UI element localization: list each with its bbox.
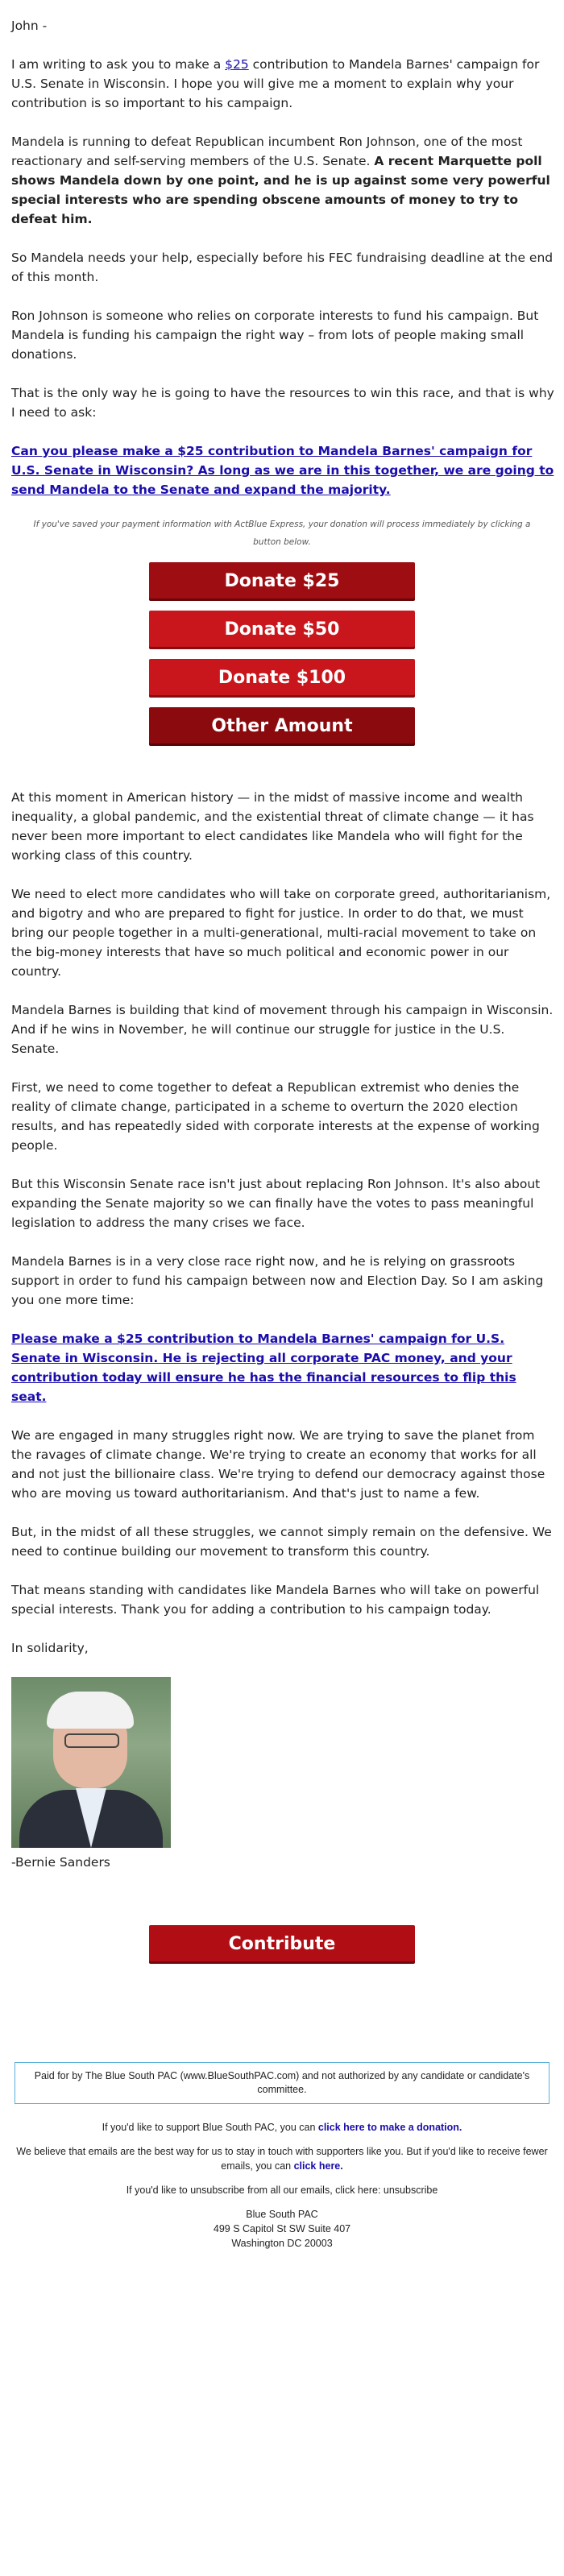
- donate-100-button[interactable]: Donate $100: [149, 659, 415, 698]
- closing: In solidarity,: [11, 1641, 89, 1655]
- fewer-emails-link[interactable]: click here.: [293, 2160, 343, 2172]
- close-race-paragraph: Mandela Barnes is in a very close race right now, and he is relying on grassroots support in order to fund his campaign between now and Election Day. So I am asking you one more time:: [11, 1254, 544, 1307]
- defeat-paragraph: First, we need to come together to defeat a Republican extremist who denies the reality of climate change, participated in a scheme to overturn the 2020 election results, and has repeatedly sided with corporate interests at the expense of working people.: [11, 1080, 540, 1153]
- donate-50-button[interactable]: Donate $50: [149, 611, 415, 649]
- intro-paragraph: I am writing to ask you to make a $25 contribution to Mandela Barnes' campaign for U.S. Senate in Wisconsin. I hope you will give me a moment to explain why your contribution is so important to his campaign.: [11, 57, 540, 110]
- struggles-paragraph: We are engaged in many struggles right now. We are trying to save the planet from the ravages of climate change. We're trying to create an economy that works for all and not just the billionaire class. We're trying to defend our democracy against those who are moving us toward authoritarianism. And that's just to name a few.: [11, 1428, 545, 1501]
- donate-25-button[interactable]: Donate $25: [149, 562, 415, 601]
- city: Washington DC 20003: [231, 2238, 333, 2249]
- other-amount-button[interactable]: Other Amount: [149, 707, 415, 746]
- majority-paragraph: But this Wisconsin Senate race isn't just about replacing Ron Johnson. It's also about expanding the Senate majority so we can finally have the votes to pass meaningful legislation to address the many crises we face.: [11, 1177, 541, 1230]
- ask-paragraph: That is the only way he is going to have the resources to win this race, and that is why I need to ask:: [11, 386, 554, 420]
- fewer-emails-line: We believe that emails are the best way for us to stay in touch with supporters like you. But if you'd like to receive fewer emails, you can click here.: [16, 2146, 548, 2172]
- street: 499 S Capitol St SW Suite 407: [213, 2223, 351, 2234]
- bernie-photo: [11, 1677, 171, 1848]
- contribute-section: [0, 1872, 564, 2033]
- letter: [0, 0, 564, 499]
- org-name: Blue South PAC: [246, 2209, 318, 2220]
- funding-paragraph: Ron Johnson is someone who relies on corporate interests to fund his campaign. But Mandela is funding his campaign the right way – from lots of people making small donations.: [11, 309, 539, 362]
- support-line: If you'd like to support Blue South PAC, you can click here to make a donation.: [102, 2122, 462, 2133]
- defensive-paragraph: But, in the midst of all these struggles, we cannot simply remain on the defensive. We need to continue building our movement to transform this country.: [11, 1525, 552, 1559]
- signature: -Bernie Sanders: [11, 1855, 110, 1870]
- movement-paragraph: We need to elect more candidates who will take on corporate greed, authoritarianism, and bigotry and who are prepared to fight for justice. In order to do that, we must bring our people together in a multi-generational, multi-racial movement to take on the big-money interests that have so much political and economic power in our country.: [11, 887, 551, 979]
- wisconsin-paragraph: Mandela Barnes is building that kind of movement through his campaign in Wisconsin. And if he wins in November, he will continue our struggle for justice in the U.S. Senate.: [11, 1003, 554, 1056]
- poll-highlight: A recent Marquette poll shows Mandela down by one point, and he is up against some very powerful special interests who are spending obscene amounts of money to try to defeat him.: [11, 154, 550, 226]
- race-paragraph: Mandela is running to defeat Republican incumbent Ron Johnson, one of the most reactionary and self-serving members of the U.S. Senate. A recent Marquette poll shows Mandela down by one point, and he is up against some very powerful special interests who are spending obscene amounts of money to try to defeat him.: [11, 135, 550, 226]
- cta-link-2[interactable]: Please make a $25 contribution to Mandela Barnes' campaign for U.S. Senate in Wisconsin. He is rejecting all corporate PAC money, and your contribution today will ensure he has the financial resources to flip this seat.: [11, 1331, 516, 1404]
- letter-continued: [0, 756, 564, 1872]
- cta-link-1[interactable]: Can you please make a $25 contribution to Mandela Barnes' campaign for U.S. Senate in Wisconsin? As long as we are in this together, we are going to send Mandela to the Senate and expand the majority.: [11, 444, 554, 497]
- donate-25-inline-link[interactable]: $25: [225, 57, 249, 72]
- greeting: John -: [11, 19, 48, 33]
- deadline-paragraph: So Mandela needs your help, especially before his FEC fundraising deadline at the end of this month.: [11, 251, 554, 284]
- donate-buttons: [0, 562, 564, 746]
- footer: [0, 2062, 564, 2251]
- contribute-button[interactable]: Contribute: [149, 1925, 415, 1964]
- donation-link[interactable]: click here to make a donation.: [317, 2122, 462, 2133]
- moment-paragraph: At this moment in American history — in the midst of massive income and wealth inequality, a global pandemic, and the existential threat of climate change — it has never been more important to elect candidates like Mandela who will fight for the working class of this country.: [11, 790, 534, 863]
- standing-paragraph: That means standing with candidates like Mandela Barnes who will take on powerful special interests. Thank you for adding a contribution to his campaign today.: [11, 1583, 540, 1617]
- unsubscribe-link[interactable]: If you'd like to unsubscribe from all our emails, click here: unsubscribe: [126, 2185, 438, 2196]
- paid-for-disclaimer: Paid for by The Blue South PAC (www.BlueSouthPAC.com) and not authorized by any candidate or candidate's committee.: [15, 2062, 549, 2104]
- address: [0, 2207, 564, 2251]
- actblue-note: If you've saved your payment information with ActBlue Express, your donation will process immediately by clicking a button below.: [33, 520, 531, 547]
